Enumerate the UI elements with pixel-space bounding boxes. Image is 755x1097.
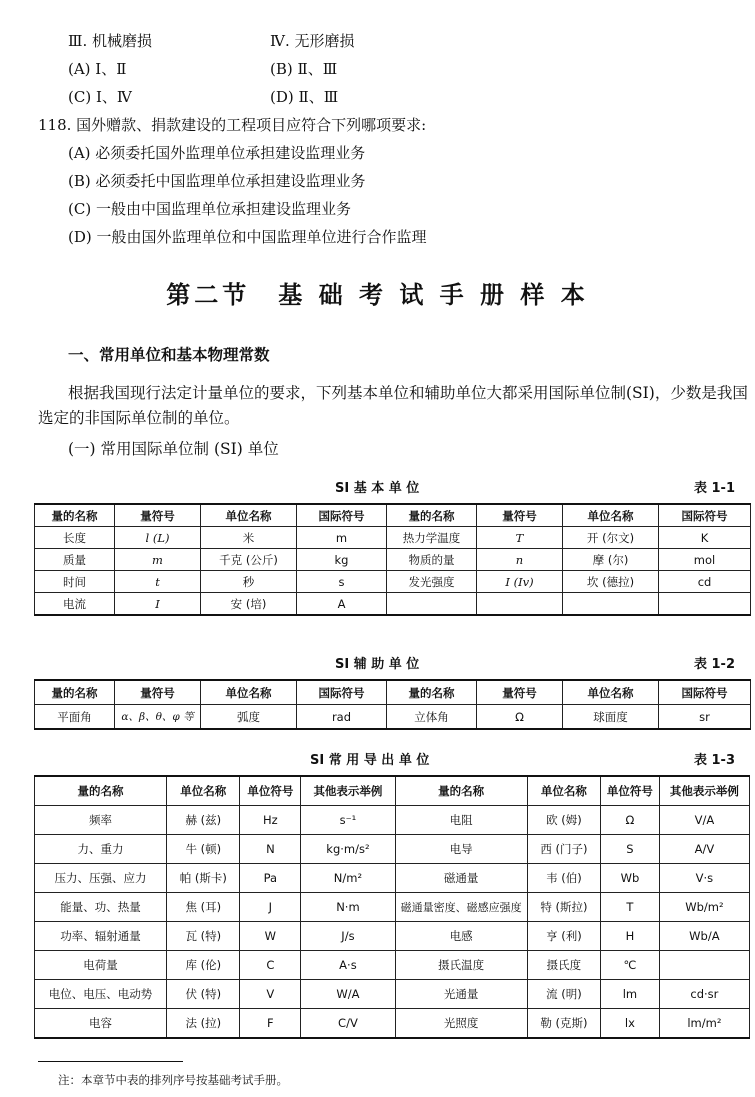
table1-caption: SI 基 本 单 位 xyxy=(335,481,420,496)
table2-header: 国际符号 xyxy=(659,680,751,705)
question-118-option-b: (B) 必须委托中国监理单位承担建设监理业务 xyxy=(68,172,366,190)
table-cell: cd·sr xyxy=(659,980,749,1009)
table-cell: 伏 (特) xyxy=(167,980,240,1009)
table-cell: 韦 (伯) xyxy=(527,864,600,893)
table-cell: t xyxy=(115,571,201,593)
table-cell: S xyxy=(601,835,660,864)
table-cell: 电导 xyxy=(395,835,527,864)
table1-header: 单位名称 xyxy=(201,504,297,527)
table-cell: W/A xyxy=(301,980,395,1009)
table-row xyxy=(35,980,750,1009)
table-cell: 摄氏度 xyxy=(527,951,600,980)
table-cell xyxy=(659,593,751,616)
table-cell: lm xyxy=(601,980,660,1009)
table-cell: lx xyxy=(601,1009,660,1039)
table-cell: 法 (拉) xyxy=(167,1009,240,1039)
table-row xyxy=(35,864,750,893)
footnote-divider xyxy=(38,1061,183,1062)
subsection-title: 一、常用单位和基本物理常数 xyxy=(68,346,270,364)
table-cell: 立体角 xyxy=(387,705,477,730)
table-cell: J xyxy=(240,893,301,922)
table-cell: N·m xyxy=(301,893,395,922)
table1-header: 量符号 xyxy=(477,504,563,527)
table-cell: mol xyxy=(659,549,751,571)
table-cell: 开 (尔文) xyxy=(563,527,659,549)
table-cell: 弧度 xyxy=(201,705,297,730)
table-cell: s xyxy=(297,571,387,593)
table-cell: l (L) xyxy=(115,527,201,549)
table-cell: H xyxy=(601,922,660,951)
prev-option-b: (B) Ⅱ、Ⅲ xyxy=(270,60,338,78)
prev-item-3: Ⅲ. 机械磨损 xyxy=(68,32,153,50)
table-cell: 特 (斯拉) xyxy=(527,893,600,922)
table-cell: N xyxy=(240,835,301,864)
table-cell: 坎 (德拉) xyxy=(563,571,659,593)
table1-header: 国际符号 xyxy=(659,504,751,527)
table-cell: Wb/m² xyxy=(659,893,749,922)
table2-header-row xyxy=(35,680,751,705)
table-cell: V·s xyxy=(659,864,749,893)
table-cell xyxy=(563,593,659,616)
table-cell: Hz xyxy=(240,806,301,835)
table-cell: rad xyxy=(297,705,387,730)
table-cell: C/V xyxy=(301,1009,395,1039)
table-cell: 发光强度 xyxy=(387,571,477,593)
table-cell: 秒 xyxy=(201,571,297,593)
table2-header: 量的名称 xyxy=(35,680,115,705)
table1-number: 表 1-1 xyxy=(693,481,735,496)
table-cell: Pa xyxy=(240,864,301,893)
table-cell: T xyxy=(477,527,563,549)
table-cell: 能量、功、热量 xyxy=(35,893,167,922)
table-cell xyxy=(659,951,749,980)
table-cell: 球面度 xyxy=(563,705,659,730)
table-cell: T xyxy=(601,893,660,922)
table-cell: W xyxy=(240,922,301,951)
table-cell: N/m² xyxy=(301,864,395,893)
prev-item-4: Ⅳ. 无形磨损 xyxy=(270,32,355,50)
table-row xyxy=(35,571,751,593)
table-cell: 安 (培) xyxy=(201,593,297,616)
table-cell: 光通量 xyxy=(395,980,527,1009)
table-cell: ℃ xyxy=(601,951,660,980)
table-cell: α、β、θ、φ 等 xyxy=(115,705,201,730)
table-cell: 牛 (顿) xyxy=(167,835,240,864)
table2-header: 单位名称 xyxy=(563,680,659,705)
si-units-heading: (一) 常用国际单位制 (SI) 单位 xyxy=(68,440,279,458)
table3-caption: SI 常 用 导 出 单 位 xyxy=(310,753,430,768)
table1-header: 单位名称 xyxy=(563,504,659,527)
table-cell: 电容 xyxy=(35,1009,167,1039)
table-row xyxy=(35,893,750,922)
table-row xyxy=(35,527,751,549)
table3-header-row xyxy=(35,776,750,806)
table-cell: 电感 xyxy=(395,922,527,951)
prev-option-c: (C) Ⅰ、Ⅳ xyxy=(68,88,132,106)
table-cell: 力、重力 xyxy=(35,835,167,864)
table-cell: Ω xyxy=(477,705,563,730)
table2-number: 表 1-2 xyxy=(693,657,735,672)
table3-header: 单位名称 xyxy=(527,776,600,806)
table3-header: 量的名称 xyxy=(35,776,167,806)
table-cell: 摄氏温度 xyxy=(395,951,527,980)
table-cell: A/V xyxy=(659,835,749,864)
table-row xyxy=(35,549,751,571)
table-cell: m xyxy=(115,549,201,571)
table-cell: 电位、电压、电动势 xyxy=(35,980,167,1009)
table-cell: sr xyxy=(659,705,751,730)
table-cell: F xyxy=(240,1009,301,1039)
table-row xyxy=(35,806,750,835)
table-cell: 欧 (姆) xyxy=(527,806,600,835)
table-cell: cd xyxy=(659,571,751,593)
si-supplementary-units-table xyxy=(34,679,751,730)
table-row xyxy=(35,705,751,730)
table-cell: Wb/A xyxy=(659,922,749,951)
table-row xyxy=(35,593,751,616)
table-cell: 功率、辐射通量 xyxy=(35,922,167,951)
table-row xyxy=(35,835,750,864)
prev-option-d: (D) Ⅱ、Ⅲ xyxy=(270,88,339,106)
table-cell: 热力学温度 xyxy=(387,527,477,549)
table-cell: Wb xyxy=(601,864,660,893)
table3-header: 单位符号 xyxy=(601,776,660,806)
table-cell: J/s xyxy=(301,922,395,951)
table-cell: 电荷量 xyxy=(35,951,167,980)
table-cell: 磁通量密度、磁感应强度 xyxy=(395,893,527,922)
table-cell: C xyxy=(240,951,301,980)
table-cell: V/A xyxy=(659,806,749,835)
table-cell: 米 xyxy=(201,527,297,549)
question-118-option-c: (C) 一般由中国监理单位承担建设监理业务 xyxy=(68,200,351,218)
table-cell: kg·m/s² xyxy=(301,835,395,864)
table-cell: A xyxy=(297,593,387,616)
si-derived-units-table xyxy=(34,775,750,1039)
table-cell: 频率 xyxy=(35,806,167,835)
table-cell: 质量 xyxy=(35,549,115,571)
intro-paragraph: 根据我国现行法定计量单位的要求，下列基本单位和辅助单位大都采用国际单位制(SI)，少数是我国选定的非国际单位制的单位。 xyxy=(38,384,748,427)
table3-header: 量的名称 xyxy=(395,776,527,806)
prev-option-a: (A) Ⅰ、Ⅱ xyxy=(68,60,127,78)
table2-header: 国际符号 xyxy=(297,680,387,705)
table1-header: 量的名称 xyxy=(387,504,477,527)
table-cell: m xyxy=(297,527,387,549)
table2-caption: SI 辅 助 单 位 xyxy=(335,657,420,672)
table-cell xyxy=(477,593,563,616)
table-cell: 压力、压强、应力 xyxy=(35,864,167,893)
table2-header: 量符号 xyxy=(115,680,201,705)
table-cell: A·s xyxy=(301,951,395,980)
table-cell: 磁通量 xyxy=(395,864,527,893)
table-cell: 物质的量 xyxy=(387,549,477,571)
table-cell: Ω xyxy=(601,806,660,835)
table1-header: 国际符号 xyxy=(297,504,387,527)
table-cell: 帕 (斯卡) xyxy=(167,864,240,893)
question-118-option-a: (A) 必须委托国外监理单位承担建设监理业务 xyxy=(68,144,366,162)
table2-header: 量的名称 xyxy=(387,680,477,705)
table1-header-row xyxy=(35,504,751,527)
table-cell: 摩 (尔) xyxy=(563,549,659,571)
question-118-option-d: (D) 一般由国外监理单位和中国监理单位进行合作监理 xyxy=(68,228,427,246)
table-cell: V xyxy=(240,980,301,1009)
table-cell: K xyxy=(659,527,751,549)
table3-header: 其他表示举例 xyxy=(659,776,749,806)
table2-header: 量符号 xyxy=(477,680,563,705)
table-cell: 赫 (兹) xyxy=(167,806,240,835)
table-cell: 流 (明) xyxy=(527,980,600,1009)
table-row xyxy=(35,922,750,951)
table1-header: 量的名称 xyxy=(35,504,115,527)
table-cell xyxy=(387,593,477,616)
question-118-stem: 118. 国外赠款、捐款建设的工程项目应符合下列哪项要求: xyxy=(38,116,427,134)
table-cell: I (Iv) xyxy=(477,571,563,593)
table3-header: 单位名称 xyxy=(167,776,240,806)
table-cell: n xyxy=(477,549,563,571)
table-cell: 平面角 xyxy=(35,705,115,730)
table-cell: 长度 xyxy=(35,527,115,549)
table-cell: 电阻 xyxy=(395,806,527,835)
table-cell: 亨 (利) xyxy=(527,922,600,951)
table3-header: 单位符号 xyxy=(240,776,301,806)
table1-header: 量符号 xyxy=(115,504,201,527)
table-cell: kg xyxy=(297,549,387,571)
table-cell: 瓦 (特) xyxy=(167,922,240,951)
table-cell: 西 (门子) xyxy=(527,835,600,864)
table-cell: 电流 xyxy=(35,593,115,616)
table2-header: 单位名称 xyxy=(201,680,297,705)
footnote: 注：本章节中表的排列序号按基础考试手册。 xyxy=(58,1073,288,1087)
table-row xyxy=(35,1009,750,1039)
table-cell: 库 (伦) xyxy=(167,951,240,980)
table-cell: 光照度 xyxy=(395,1009,527,1039)
table-row xyxy=(35,951,750,980)
table-cell: 千克 (公斤) xyxy=(201,549,297,571)
table-cell: I xyxy=(115,593,201,616)
table-cell: 焦 (耳) xyxy=(167,893,240,922)
table3-number: 表 1-3 xyxy=(693,753,735,768)
table-cell: 时间 xyxy=(35,571,115,593)
section-title: 第二节 基 础 考 试 手 册 样 本 xyxy=(166,280,589,309)
si-base-units-table xyxy=(34,503,751,616)
table-cell: s⁻¹ xyxy=(301,806,395,835)
table-cell: lm/m² xyxy=(659,1009,749,1039)
table-cell: 勒 (克斯) xyxy=(527,1009,600,1039)
table3-header: 其他表示举例 xyxy=(301,776,395,806)
